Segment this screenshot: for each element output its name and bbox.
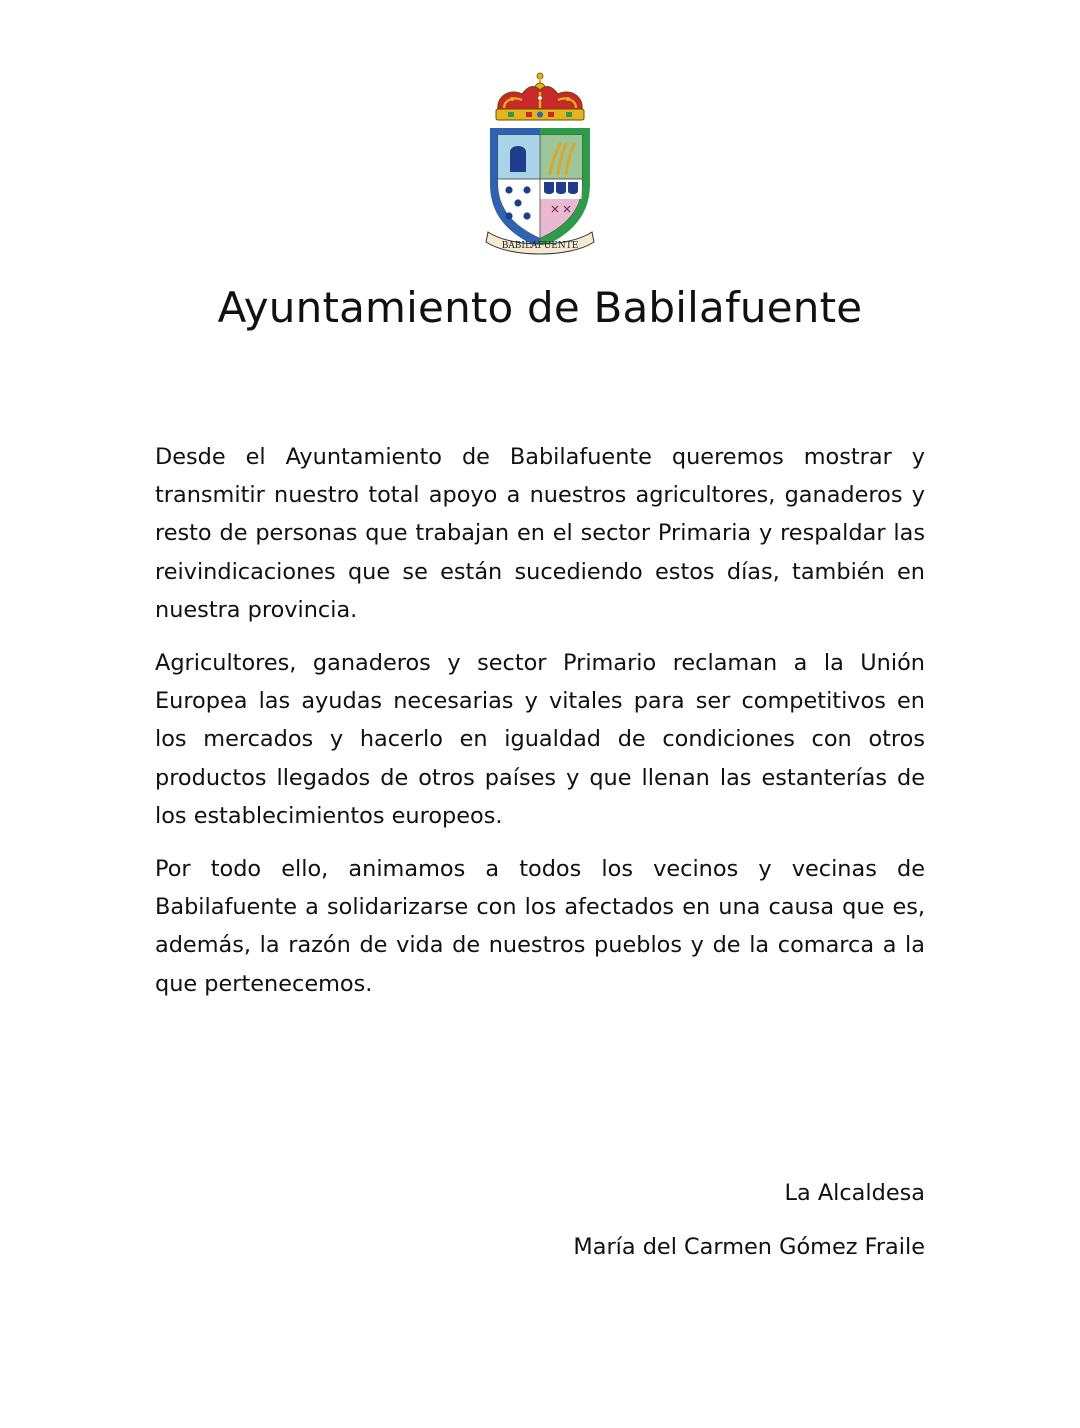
paragraph-1: Desde el Ayuntamiento de Babilafuente queremos mostrar y transmitir nuestro total apoyo a nuestros agricultores, ganaderos y resto de personas que trabajan en el sector Primaria y respaldar las reivindicaciones que se están sucediendo estos días, también en nuestra provincia. [155,444,925,623]
letter-body [155,438,925,1018]
page-title: Ayuntamiento de Babilafuente [217,283,863,332]
paragraph-2: Agricultores, ganaderos y sector Primario reclaman a la Unión Europea las ayudas necesarias y vitales para ser competitivos en los mercados y hacerlo en igualdad de condiciones con otros productos llegados de otros países y que llenan las estanterías de los establecimientos europeos. [155,650,925,829]
paragraph-3: Por todo ello, animamos a todos los vecinos y vecinas de Babilafuente a solidarizarse con los afectados en una causa que es, además, la razón de vida de nuestros pueblos y de la comarca a la que pertenecemos. [155,856,925,997]
signatory-role: La Alcaldesa [784,1180,925,1206]
coat-of-arms-icon [482,72,598,258]
crown-icon [496,73,584,120]
signature-block [455,1174,925,1266]
signatory-name: María del Carmen Gómez Fraile [573,1234,925,1260]
svg-text:BABILAFUENTE: BABILAFUENTE [501,241,579,251]
